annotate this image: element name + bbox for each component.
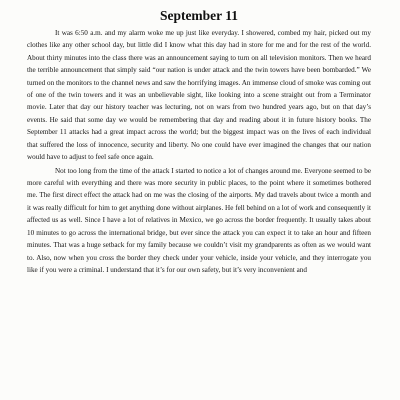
paragraph-1: It was 6:50 a.m. and my alarm woke me up just like everyday. I showered, combed my hair, picked out my clothes like any other school day, but little did I know what this day had in store for me and for the rest of the world. About thirty minutes into the class there was an announcement saying to turn on all television monitors. Then we heard the terrible announcement that simply said “our nation is under attack and the twin towers have been bombarded.” We turned on the monitors to the channel news and saw the horrifying images. An immense cloud of smoke was coming out of one of the twin towers and it was an unbelievable sight, like looking into a scene straight out from a Terminator movie. Later that day our history teacher was lecturing, not on wars from two hundred years ago, but on that day’s events. He said that some day we would be remembering that day and reading about it in future history books. The September 11 attacks had a great impact across the world; but the biggest impact was on the lives of each individual that suffered the loss of innocence, security and liberty. No one could have ever imagined the changes that our nation would have to adjust to feel safe once again. bbox=[27, 29, 371, 162]
paragraph-2: Not too long from the time of the attack I started to notice a lot of changes around me. Everyone seemed to be more careful with everything and there was more security in public places, to the point where it sometimes bothered me. The first direct effect the attack had on me was the closing of the airports. My dad travels about twice a month and it was really difficult for him to get anything done without airplanes. He fell behind on a lot of work and consequently it affected us as well. Since I have a lot of relatives in Mexico, we go across the border frequently. It usually takes about 10 minutes to go across the international bridge, but ever since the attack you can expect it to take an hour and fifteen minutes. That was a huge setback for my family because we couldn’t visit my grandparents as often as we would want to. Also, now when you cross the border they check under your vehicle, inside your vehicle, and they interrogate you like if you were a criminal. I understand that it’s for our own safety, but it’s very inconvenient and bbox=[27, 166, 371, 274]
document-title: September 11 bbox=[159, 8, 239, 23]
